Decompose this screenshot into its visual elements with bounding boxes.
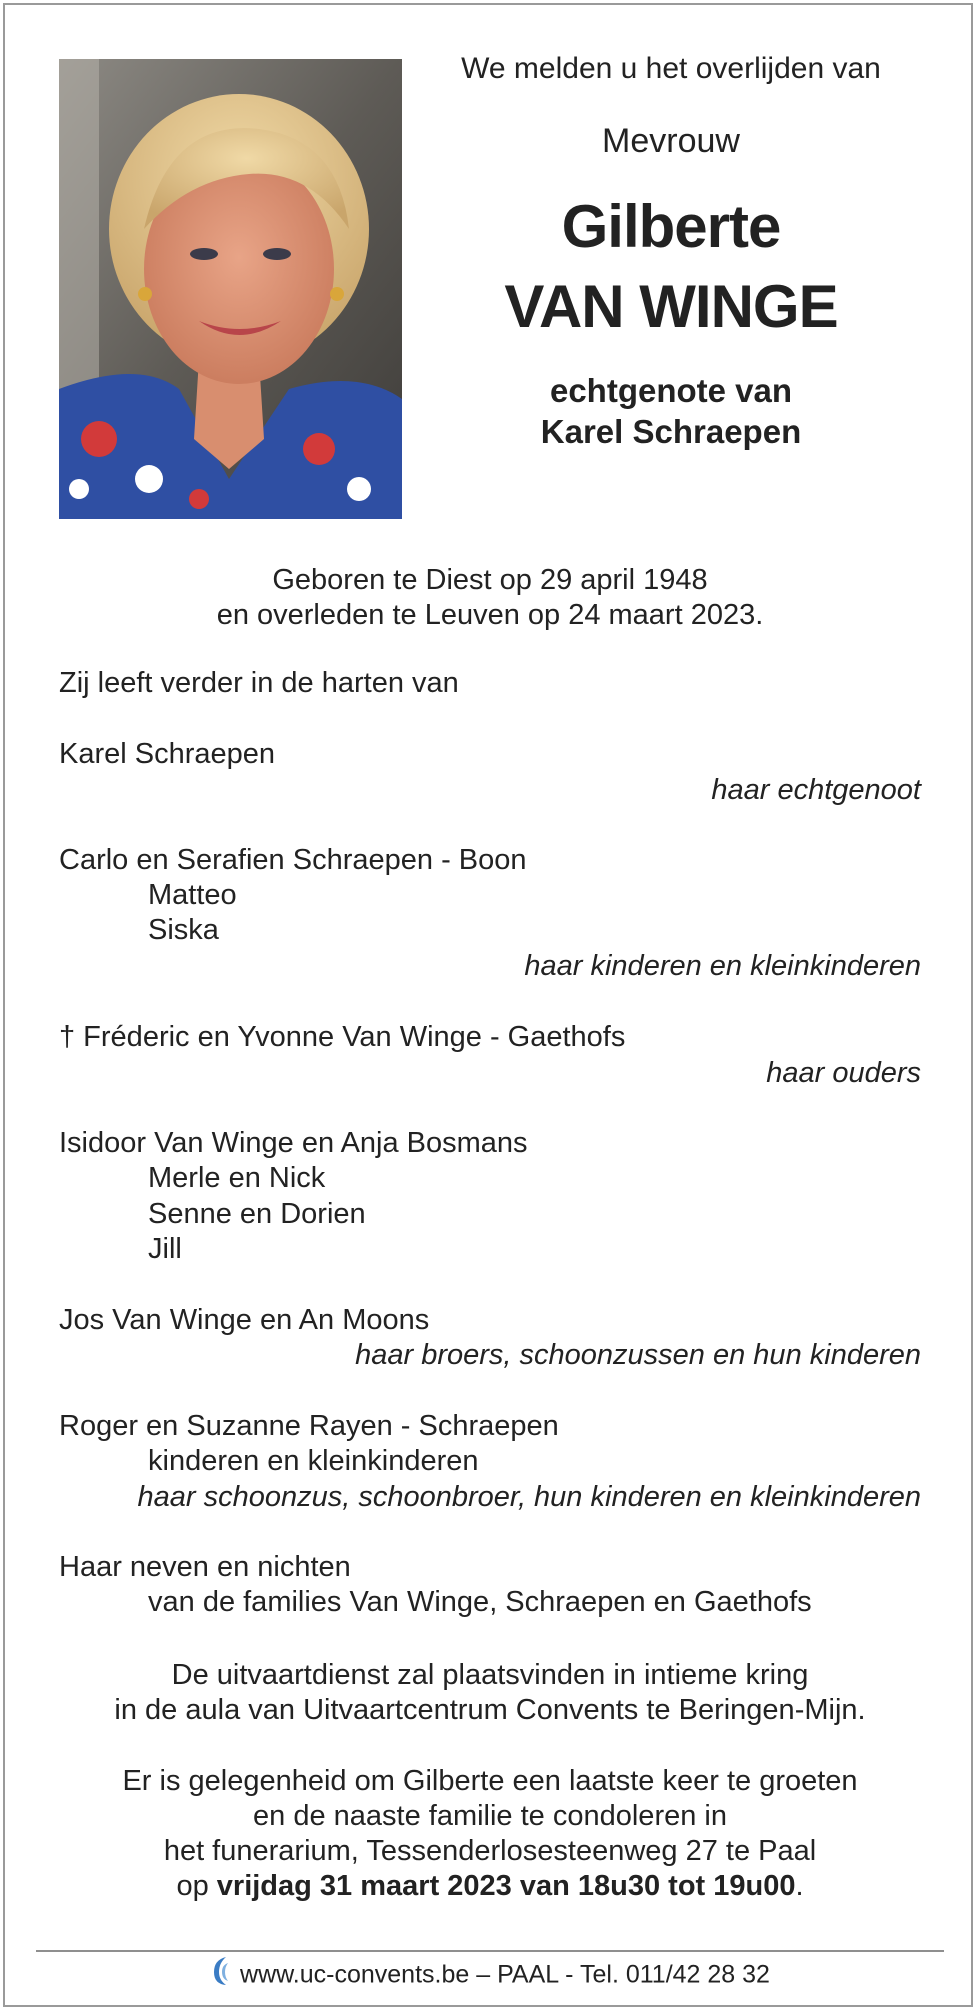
announcement-intro: We melden u het overlijden van	[461, 52, 881, 85]
family-role: haar echtgenoot	[711, 774, 921, 806]
spouse-block	[430, 370, 912, 452]
family-name-line: Haar neven en nichten	[59, 1551, 351, 1583]
family-name-line: Senne en Dorien	[148, 1198, 366, 1230]
visitation-line-1: Er is gelegenheid om Gilberte een laatste keer te groeten	[122, 1765, 858, 1797]
portrait-photo	[59, 59, 402, 519]
uc-convents-logo-icon	[210, 1954, 232, 1998]
deceased-last-name: VAN WINGE	[504, 273, 838, 340]
visitation-suffix: .	[795, 1870, 804, 1902]
spouse-line-1: echtgenote van	[549, 372, 793, 409]
spouse-line-2: Karel Schraepen	[540, 413, 802, 450]
family-name-line: Carlo en Serafien Schraepen - Boon	[59, 844, 527, 876]
service-line-1: De uitvaartdienst zal plaatsvinden in intieme kring	[171, 1659, 809, 1691]
family-name-line: Jill	[148, 1233, 182, 1265]
visitation-line-4	[0, 1869, 980, 1904]
death-line: en overleden te Leuven op 24 maart 2023.	[216, 599, 764, 631]
visitation-datetime: vrijdag 31 maart 2023 van 18u30 tot 19u00	[216, 1870, 796, 1902]
family-name-line: kinderen en kleinkinderen	[148, 1445, 479, 1477]
family-name-line: Isidoor Van Winge en Anja Bosmans	[59, 1127, 528, 1159]
deceased-first-name: Gilberte	[561, 193, 781, 260]
footer	[0, 1954, 980, 1998]
family-name-line: Merle en Nick	[148, 1162, 326, 1194]
family-role: haar broers, schoonzussen en hun kinderen	[355, 1339, 921, 1371]
family-name-line: van de families Van Winge, Schraepen en Gaethofs	[148, 1586, 812, 1618]
visitation-prefix: op	[176, 1870, 209, 1902]
service-line-2: in de aula van Uitvaartcentrum Convents te Beringen-Mijn.	[114, 1694, 866, 1726]
family-role: haar ouders	[766, 1057, 921, 1089]
visitation-block	[0, 1764, 980, 1904]
dates-block	[0, 563, 980, 633]
family-role: haar kinderen en kleinkinderen	[524, 950, 921, 982]
family-name-line: Matteo	[148, 879, 237, 911]
footer-contact: www.uc-convents.be – PAAL - Tel. 011/42 28 32	[240, 1960, 770, 1989]
birth-line: Geboren te Diest op 29 april 1948	[272, 564, 708, 596]
visitation-line-3: het funerarium, Tessenderlosesteenweg 27 te Paal	[163, 1835, 817, 1867]
family-name-line: Karel Schraepen	[59, 738, 276, 770]
service-block	[0, 1658, 980, 1728]
family-name-line: Jos Van Winge en An Moons	[59, 1304, 430, 1336]
family-name-line: † Fréderic en Yvonne Van Winge - Gaethofs	[59, 1021, 626, 1053]
honorific: Mevrouw	[602, 122, 740, 160]
family-name-line: Roger en Suzanne Rayen - Schraepen	[59, 1410, 559, 1442]
footer-divider	[36, 1950, 944, 1952]
family-intro: Zij leeft verder in de harten van	[59, 667, 459, 699]
family-role: haar schoonzus, schoonbroer, hun kinderen en kleinkinderen	[137, 1481, 921, 1513]
visitation-line-2: en de naaste familie te condoleren in	[253, 1800, 727, 1832]
family-name-line: Siska	[148, 914, 219, 946]
